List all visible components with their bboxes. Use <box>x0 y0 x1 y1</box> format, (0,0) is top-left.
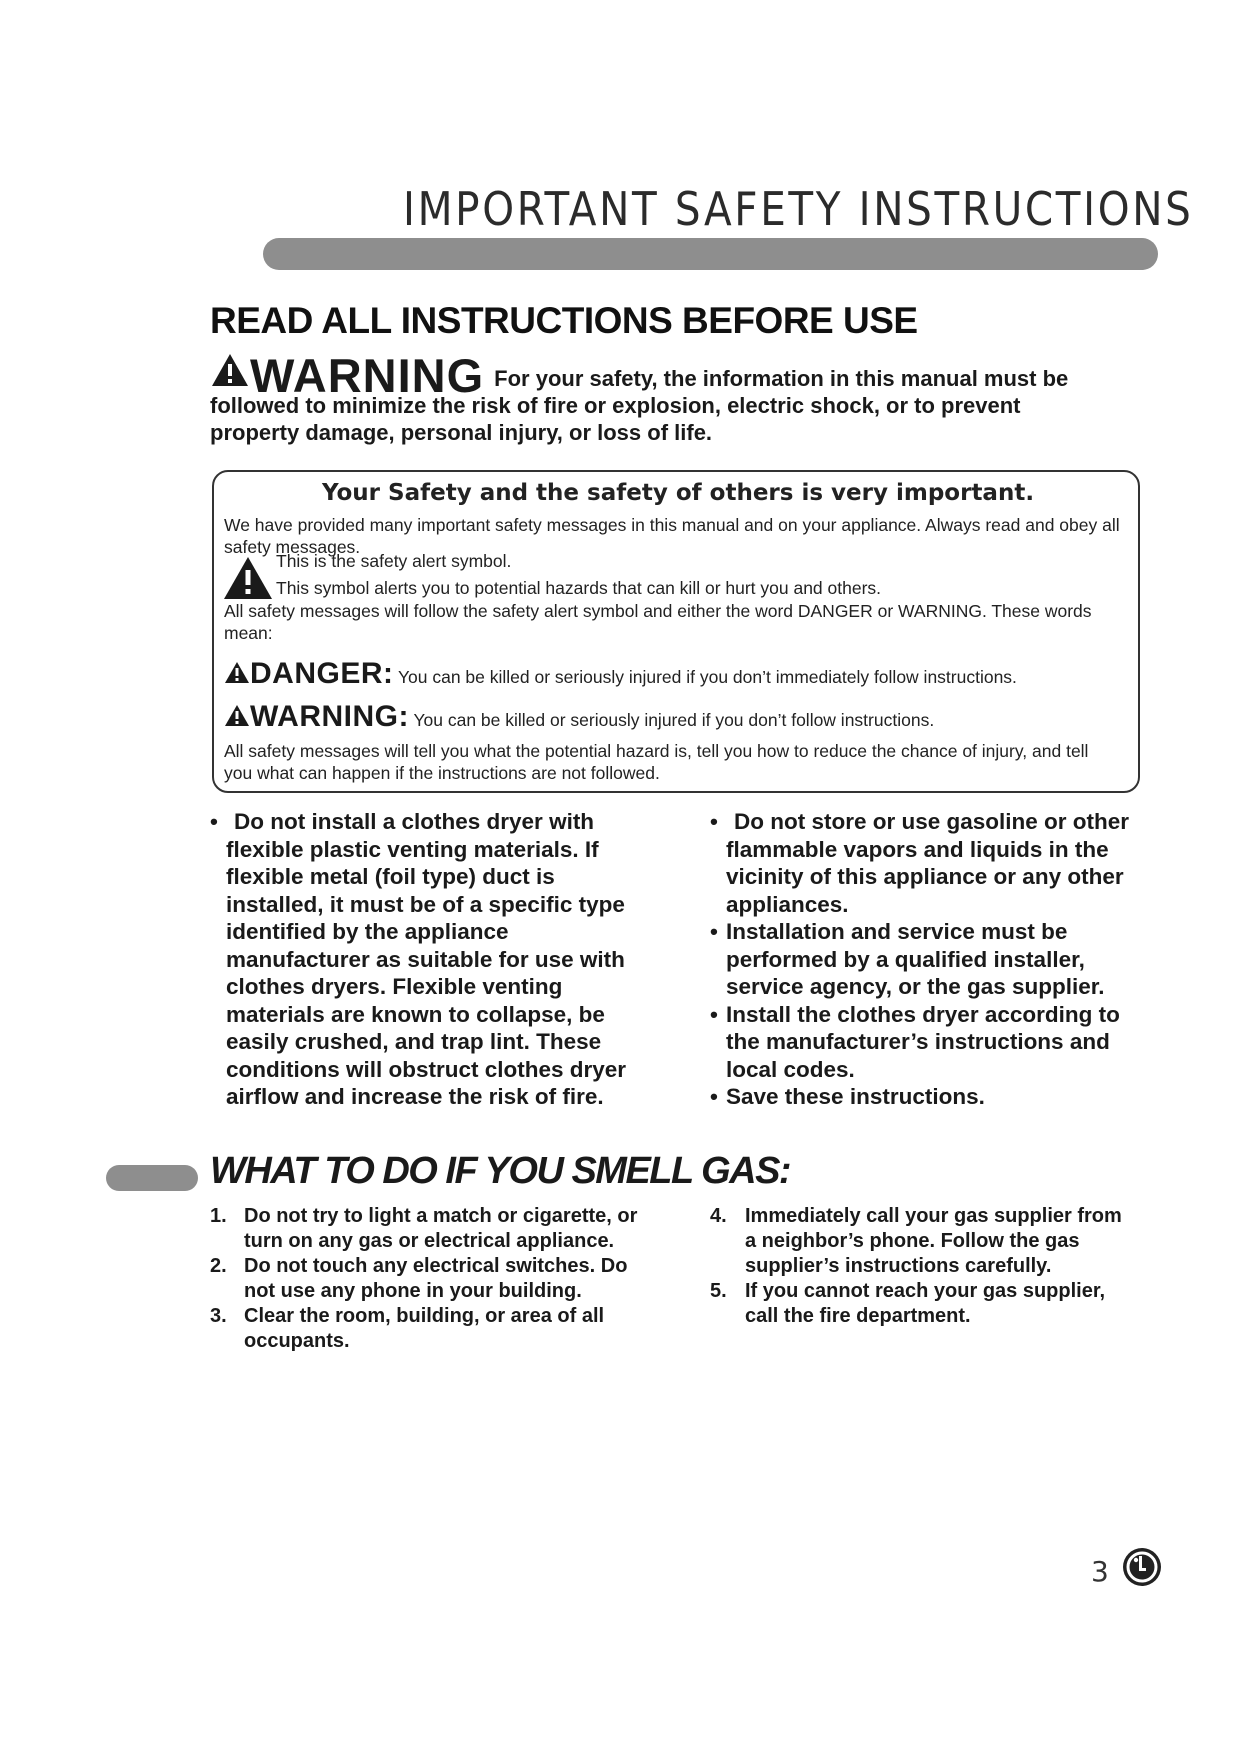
list-item: 3. Clear the room, building, or area of all occupants. <box>210 1305 605 1352</box>
gas-section-title: WHAT TO DO IF YOU SMELL GAS: <box>210 1150 791 1192</box>
safety-box <box>212 470 1140 793</box>
danger-text: You can be killed or seriously injured if you don’t immediately follow instructions. <box>397 667 1017 687</box>
warning-label: WARNING: <box>250 700 409 733</box>
warning-box-text: You can be killed or seriously injured if you don’t follow instructions. <box>413 710 935 730</box>
gas-steps-right <box>710 1204 1130 1329</box>
title-underline-bar <box>263 238 1158 270</box>
read-all-heading: READ ALL INSTRUCTIONS BEFORE USE <box>210 300 918 341</box>
lg-logo-icon <box>1122 1547 1162 1587</box>
warning-small-triangle-icon <box>224 704 250 727</box>
warning-text: For your safety, the information in this manual must be followed to minimize the risk of fire or explosion, electric shock, or to prevent property damage, personal injury, or loss of life. <box>210 366 1069 445</box>
safety-box-para3: All safety messages will tell you what the potential hazard is, tell you how to reduce the chance of injury, and tell you what can happen if the instructions are not followed. <box>224 741 1089 783</box>
list-item: • Do not install a clothes dryer with flexible plastic venting materials. If flexible metal (foil type) duct is installed, it must be of a specific type identified by the appliance manufacturer as suitable for use with clothes dryers. Flexible venting materials are known to collapse, be easily crushed, and trap lint. These conditions will obstruct clothes dryer airflow and increase the risk of fire. <box>210 809 627 1109</box>
danger-row <box>224 657 1129 691</box>
warning-row <box>224 700 1129 734</box>
bullets-right <box>710 808 1150 1111</box>
warning-word: WARNING <box>250 349 485 402</box>
danger-label: DANGER: <box>250 657 394 690</box>
safety-box-title: Your Safety and the safety of others is very important. <box>321 480 1035 506</box>
symbol-line-1: This is the safety alert symbol. <box>276 551 512 571</box>
list-item: • Installation and service must be performed by a qualified installer, service agency, or the gas supplier. <box>710 919 1105 999</box>
list-item: 5. If you cannot reach your gas supplier, call the fire department. <box>710 1280 1106 1327</box>
intro-warning <box>210 349 1100 446</box>
list-item: • Do not store or use gasoline or other flammable vapors and liquids in the vicinity of this appliance or any other appliances. <box>710 809 1130 917</box>
gas-section-pill <box>106 1165 198 1191</box>
danger-triangle-icon <box>224 661 250 684</box>
list-item: • Save these instructions. <box>710 1084 985 1109</box>
page-title: IMPORTANT SAFETY INSTRUCTIONS <box>403 182 1194 236</box>
list-item: 4. Immediately call your gas supplier from a neighbor’s phone. Follow the gas supplier’s instructions carefully. <box>710 1205 1122 1277</box>
list-item: 1. Do not try to light a match or cigarette, or turn on any gas or electrical appliance. <box>210 1205 638 1252</box>
safety-alert-symbol-icon <box>222 555 274 601</box>
list-item: • Install the clothes dryer according to the manufacturer’s instructions and local codes. <box>710 1001 1120 1082</box>
list-item: 2. Do not touch any electrical switches. Do not use any phone in your building. <box>210 1255 628 1302</box>
safety-box-para2: All safety messages will follow the safety alert symbol and either the word DANGER or WARNING. These words mean: <box>224 601 1092 643</box>
gas-steps-left <box>210 1204 650 1354</box>
symbol-line-2: This symbol alerts you to potential hazards that can kill or hurt you and others. <box>276 578 882 598</box>
safety-box-para1: We have provided many important safety messages in this manual and on your appliance. Always read and obey all safety messages. <box>224 515 1120 557</box>
warning-triangle-icon <box>210 352 250 388</box>
bullets-left <box>210 808 650 1111</box>
page-number: 3 <box>1091 1555 1109 1588</box>
